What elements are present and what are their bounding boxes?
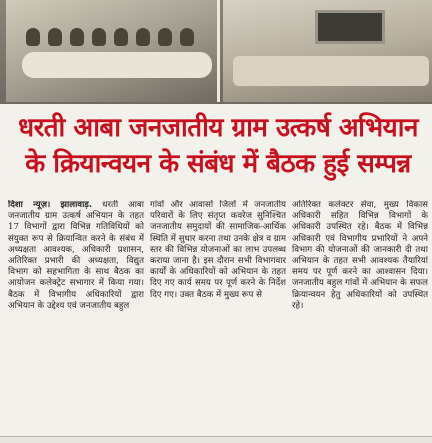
bottom-rule bbox=[0, 436, 432, 443]
column-3-text: अतिरिक्त कलेक्टर सेवा, मुख्य विकास अधिकारी सहित विभिन्न विभागों के अधिकारी उपस्थित रहे। बैठक में विभिन्न अधिकारी एवं विभागीय प्रभारियों ने अपने विभाग की योजनाओं की जानकारी दी तथा अभियान के तहत सभी आवश्यक तैयारियां समय पर पूर्ण करने का आश्वासन दिया। जनजातीय बहुल गांवों में अभियान के सफल क्रियान्वयन हेतु अधिकारियों को उपस्थित रहे। bbox=[292, 200, 428, 311]
headline-line-1: धरती आबा जनजातीय ग्राम उत्कर्ष अभियान bbox=[18, 113, 418, 143]
meeting-table bbox=[22, 52, 212, 78]
attendees bbox=[26, 28, 206, 52]
meeting-photo bbox=[0, 0, 432, 104]
dateline: दिशा न्यूज़। झालावाड़. bbox=[8, 200, 93, 210]
projector-screen bbox=[315, 10, 385, 44]
article-column-2 bbox=[150, 200, 286, 436]
article-column-3 bbox=[292, 200, 428, 436]
column-1-text: धरती आबा जनजातीय ग्राम उत्कर्ष अभियान के तहत 17 विभागों द्वारा विभिन्न गतिविधियों को संयुक्त रूप से क्रियान्वित करने के संबंध में अध्यक्षता आवश्यक, अधिकारी प्रशासन, अतिरिक्त प्रभारी की अध्यक्षता, विद्युत विभाग को सहभागिता के साथ बैठक का आयोजन कलेक्ट्रेट सभागार में किया गया। बैठक में विभागीय अधिकारियों द्वारा अभियान के उद्देश्य एवं जनजातीय बहुल bbox=[8, 200, 144, 311]
article-body bbox=[8, 200, 428, 436]
meeting-photo-left bbox=[6, 0, 220, 102]
headline-line-2: के क्रियान्वयन के संबंध में बैठक हुई सम्पन्न bbox=[25, 149, 411, 179]
article-column-1 bbox=[8, 200, 144, 436]
column-2-text: गांवों और आवासों जिलों में जनजातीय परिवारों के लिए संतृप्त कवरेज सुनिश्चित जनजातीय समुदायों की सामाजिक-आर्थिक स्थिति में सुधार करना तथा उनके क्षेत्र व ग्राम स्तर की विभिन्न योजनाओं का लाभ उपलब्ध कराया जाना है। इस दौरान सभी विभागवार कार्यों के अधिकारियों को अभियान के तहत दिए गए कार्य समय पर पूर्ण करने के निर्देश दिए गए। उक्त बैठक में मुख्य रूप से bbox=[150, 200, 286, 300]
meeting-photo-right bbox=[223, 0, 432, 102]
meeting-table-right bbox=[233, 56, 429, 86]
headline bbox=[8, 110, 428, 188]
